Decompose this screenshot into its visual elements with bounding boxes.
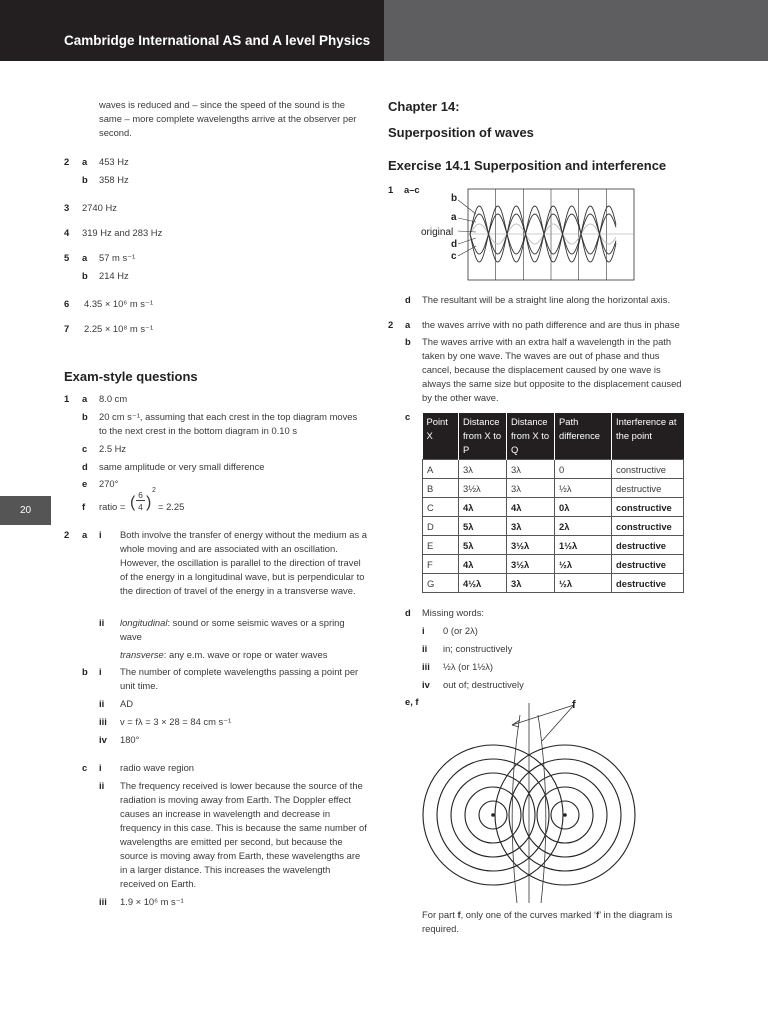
ex1-number: 1: [388, 184, 394, 195]
header-title: Cambridge International AS and A level Physics: [64, 33, 371, 48]
ex2d-iii-label: iii: [422, 661, 430, 672]
table-cell: 3λ: [507, 574, 555, 593]
q2b-label: b: [82, 174, 88, 185]
e2a-label: a: [82, 529, 88, 540]
e1b-answer: 20 cm s⁻¹, assuming that each crest in the top diagram moves to the next crest in the bottom diagram in 0.10 s: [99, 411, 358, 436]
chapter-label: Chapter 14:: [388, 99, 460, 114]
q3-number: 3: [64, 202, 70, 213]
e2ci-answer: radio wave region: [120, 762, 195, 773]
e2b-label: b: [82, 666, 88, 677]
chapter-title: Superposition of waves: [388, 125, 534, 140]
table-cell: F: [423, 555, 459, 574]
e1c-label: c: [82, 443, 88, 454]
table-cell: 4λ: [459, 555, 507, 574]
ex2d-iii-answer: ½λ (or 1½λ): [443, 661, 494, 672]
page-number: 20: [0, 496, 51, 525]
table-cell: G: [423, 574, 459, 593]
table-cell: 3λ: [507, 460, 555, 479]
table-cell: 3½λ: [507, 555, 555, 574]
table-cell: 4λ: [459, 498, 507, 517]
continued-text: waves is reduced and – since the speed of the sound is the same – more complete wavelengths arrive at the observer per second.: [99, 99, 357, 138]
table-cell: 3λ: [507, 479, 555, 498]
ex2d-label: d: [405, 607, 411, 618]
note-bold-f: f: [457, 909, 461, 920]
ex1-part: a–c: [404, 184, 420, 195]
longitudinal-label: longitudinal: [120, 617, 168, 628]
ex2c-label: c: [405, 411, 411, 422]
exercise-heading: Exercise 14.1 Superposition and interference: [388, 158, 667, 173]
fraction-numerator: 6: [138, 490, 143, 500]
table-cell: 3λ: [459, 460, 507, 479]
note-mid: , only one of the curves marked ‘: [460, 909, 597, 920]
e2bii-answer: AD: [120, 698, 134, 709]
table-cell: 4½λ: [459, 574, 507, 593]
e1f-label: f: [82, 501, 86, 512]
q5b-label: b: [82, 270, 88, 281]
e1e-label: e: [82, 478, 88, 489]
table-cell: constructive: [612, 517, 684, 536]
table-cell: constructive: [612, 498, 684, 517]
ex2d-ii-label: ii: [422, 643, 428, 654]
q3-answer: 2740 Hz: [82, 202, 117, 213]
e1a-label: a: [82, 393, 88, 404]
table-cell: D: [423, 517, 459, 536]
table-cell: destructive: [612, 479, 684, 498]
q5a-label: a: [82, 252, 88, 263]
e2aii-answer: [120, 616, 368, 644]
ex2d-intro: Missing words:: [422, 607, 484, 618]
header-grey-band: [384, 0, 768, 61]
e2ciii-label: iii: [99, 896, 107, 907]
ex2a-label: a: [405, 319, 411, 330]
table-cell: 1½λ: [555, 536, 612, 555]
ex2d-i-answer: 0 (or 2λ): [443, 625, 478, 636]
e2ciii-answer: 1.9 × 10⁶ m s⁻¹: [120, 896, 184, 907]
note-bold-f2: f: [596, 909, 600, 920]
curve-right: [538, 715, 546, 903]
e2ai-label: i: [99, 529, 102, 540]
q4-answer: 319 Hz and 283 Hz: [82, 227, 163, 238]
f-arrows: [512, 705, 574, 741]
table-row: [423, 498, 684, 517]
ex2b-answer: The waves arrive with an extra half a wavelength in the path taken by one wave. The waves are out of phase and thus cancel, because the displacement caused by one wave is always the same size but opposite to the displacement caused by the other wave.: [422, 336, 682, 403]
table-cell: 0: [555, 460, 612, 479]
e2bii-label: ii: [99, 698, 105, 709]
interference-diagram: [418, 695, 658, 903]
e1-number: 1: [64, 393, 70, 404]
table-row: [423, 479, 684, 498]
e2cii-label: ii: [99, 780, 105, 791]
table-cell: 3½λ: [507, 536, 555, 555]
table-cell: 3λ: [507, 517, 555, 536]
q2b-answer: 358 Hz: [99, 174, 129, 185]
table-cell: 4λ: [507, 498, 555, 517]
col-header-interference: Interference at the point: [612, 413, 684, 460]
table-row: [423, 536, 684, 555]
e2ai-answer: Both involve the transfer of energy without the medium as a whole moving and are associated with an oscillation. However, the oscillation is parallel to the direction of travel of the energy in a longitudinal wave, but is perpendicular to the direction of travel of the energy in a transverse wave.: [120, 529, 368, 596]
q4-number: 4: [64, 227, 70, 238]
e1a-answer: 8.0 cm: [99, 393, 128, 404]
q6-number: 6: [64, 298, 70, 309]
header-dark-band: [0, 0, 384, 61]
ex2d-ii-answer: in; constructively: [443, 643, 513, 654]
longitudinal-text: : sound or some seismic waves or a spring wave: [120, 617, 345, 642]
q2a-label: a: [82, 156, 88, 167]
e2biv-label: iv: [99, 734, 107, 745]
graph-label-original: original: [421, 227, 454, 238]
e2bi-label: i: [99, 666, 102, 677]
e1f-result: = 2.25: [158, 501, 185, 512]
graph-label-d: d: [451, 239, 458, 250]
leader-b: [458, 200, 476, 214]
ex2d-iv-label: iv: [422, 679, 430, 690]
diagram-label-f: f: [572, 699, 576, 711]
ex2-number: 2: [388, 319, 394, 330]
table-cell: ½λ: [555, 555, 612, 574]
graph-label-a: a: [451, 212, 457, 223]
q2-number: 2: [64, 156, 70, 167]
q6-answer: 4.35 × 10⁶ m s⁻¹: [84, 298, 153, 309]
transverse-label: transverse: [120, 649, 164, 660]
e2ci-label: i: [99, 762, 102, 773]
col-header-path-difference: Path difference: [555, 413, 612, 460]
ex2d-iv-answer: out of; destructively: [443, 679, 524, 690]
ex1d-label: d: [405, 294, 411, 305]
e2cii-answer: The frequency received is lower because the source of the radiation is moving away from Earth. The Doppler effect causes an increase in wavelength and decrease in frequency in this case. This is because the same number of wavelengths are emitted per second, but because the source is moving away from Earth, these wavelengths are in a larger distance. This increases the wavelength received on Earth.: [120, 780, 367, 889]
graph-label-b: b: [451, 193, 458, 204]
note-end: ’ in the diagram is required.: [422, 909, 673, 934]
col-header-point: Point X: [423, 413, 459, 460]
q7-answer: 2.25 × 10⁸ m s⁻¹: [84, 323, 154, 334]
q7-number: 7: [64, 323, 70, 334]
fraction-denominator: 4: [138, 502, 143, 512]
table-body: [423, 460, 684, 593]
ex1d-answer: The resultant will be a straight line along the horizontal axis.: [422, 294, 671, 305]
table-cell: constructive: [612, 460, 684, 479]
e2biii-label: iii: [99, 716, 107, 727]
e1f-ratio-prefix: ratio =: [99, 501, 126, 512]
page-header: [0, 0, 768, 61]
part-f-note: [422, 908, 684, 936]
e1c-answer: 2.5 Hz: [99, 443, 127, 454]
table-cell: E: [423, 536, 459, 555]
leader-original: [458, 231, 476, 232]
note-prefix: For part: [422, 909, 458, 920]
table-row: [423, 555, 684, 574]
table-row: [423, 574, 684, 593]
e2aii-answer-2: [120, 648, 327, 662]
leader-c: [458, 246, 476, 256]
wave-superposition-graph: [418, 186, 638, 282]
table-cell: 0λ: [555, 498, 612, 517]
graph-gridlines: [496, 189, 607, 280]
ex2d-i-label: i: [422, 625, 425, 636]
table-cell: destructive: [612, 574, 684, 593]
interference-table: [422, 413, 684, 593]
e1d-answer: same amplitude or very small difference: [99, 461, 265, 472]
source-q-dot: [563, 813, 567, 817]
transverse-text: : any e.m. wave or rope or water waves: [163, 649, 328, 660]
ex2a-answer: the waves arrive with no path difference and are thus in phase: [422, 319, 680, 330]
curve-left: [512, 715, 520, 903]
ex2ef-label: e, f: [405, 696, 419, 707]
e1b-label: b: [82, 411, 88, 422]
e2biv-answer: 180°: [120, 734, 140, 745]
table-cell: 2λ: [555, 517, 612, 536]
col-header-distance-q: Distance from X to Q: [507, 413, 555, 460]
table-cell: destructive: [612, 555, 684, 574]
leader-d: [458, 238, 476, 244]
e1e-answer: 270°: [99, 478, 119, 489]
e2aii-label: ii: [99, 617, 105, 628]
e1d-label: d: [82, 461, 88, 472]
table-cell: 5λ: [459, 536, 507, 555]
q5b-answer: 214 Hz: [99, 270, 129, 281]
exam-heading: Exam-style questions: [64, 369, 198, 384]
ex2b-label: b: [405, 336, 411, 347]
antinodal-curves: [512, 703, 546, 903]
fraction-close-paren: ): [146, 494, 152, 511]
table-cell: ½λ: [555, 479, 612, 498]
graph-label-c: c: [451, 251, 457, 262]
e2bi-answer: The number of complete wavelengths passing a point per unit time.: [120, 666, 359, 691]
table-cell: B: [423, 479, 459, 498]
table-row: [423, 460, 684, 479]
table-row: [423, 517, 684, 536]
fraction-open-paren: (: [130, 494, 136, 511]
col-header-distance-p: Distance from X to P: [459, 413, 507, 460]
table-cell: A: [423, 460, 459, 479]
fraction-exponent: 2: [152, 487, 156, 494]
e2c-label: c: [82, 762, 88, 773]
table-cell: 3½λ: [459, 479, 507, 498]
source-p-dot: [491, 813, 495, 817]
table-cell: destructive: [612, 536, 684, 555]
q5a-answer: 57 m s⁻¹: [99, 252, 136, 263]
e2-number: 2: [64, 529, 70, 540]
q2a-answer: 453 Hz: [99, 156, 129, 167]
table-cell: C: [423, 498, 459, 517]
table-header-row: [423, 413, 684, 460]
fraction-bar: [136, 500, 145, 501]
table-cell: 5λ: [459, 517, 507, 536]
table-cell: ½λ: [555, 574, 612, 593]
q5-number: 5: [64, 252, 70, 263]
e2biii-answer: v = fλ = 3 × 28 = 84 cm s⁻¹: [120, 716, 232, 727]
